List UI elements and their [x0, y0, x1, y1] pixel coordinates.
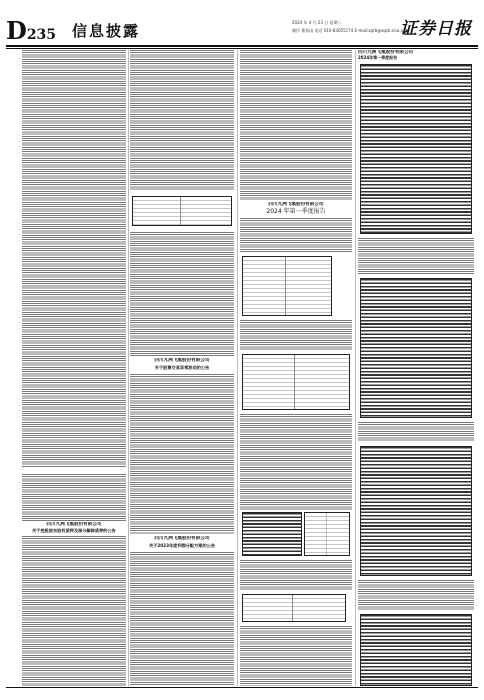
- page-letter: D: [6, 16, 26, 45]
- section-title: 信息披露: [72, 22, 141, 40]
- body-text-block: [130, 50, 234, 190]
- financial-table: [304, 512, 350, 556]
- column-2: [130, 50, 234, 686]
- financial-table: [360, 64, 472, 234]
- footer-rule: [6, 687, 478, 688]
- column-1: [22, 50, 126, 686]
- report-subtitle: 2024年第一季度报告: [358, 55, 398, 60]
- financial-table: [242, 354, 350, 410]
- page-code: [6, 16, 56, 45]
- notice-company: 四川九洲飞集股份有限公司: [154, 536, 210, 541]
- body-text-block: [22, 536, 126, 686]
- body-text-block: [130, 552, 234, 686]
- body-text-block: [240, 560, 352, 590]
- newspaper-logo: 证券日报: [400, 19, 472, 39]
- body-text-block: [22, 474, 126, 522]
- body-text-block: [358, 580, 474, 610]
- page-number: 235: [26, 27, 57, 43]
- column-4: [358, 50, 474, 686]
- notice-title: 关于控股股东股权质押及部分解除质押的公告: [32, 528, 116, 533]
- body-text-block: [358, 422, 474, 442]
- column-separator: [355, 50, 356, 686]
- financial-table: [360, 446, 472, 576]
- body-text-block: [240, 218, 352, 252]
- masthead-rule-thin: [6, 48, 478, 49]
- body-text-block: [358, 238, 474, 274]
- data-table: [132, 196, 232, 226]
- notice-company: 四川九洲飞集股份有限公司: [154, 358, 210, 363]
- column-3: [240, 50, 352, 686]
- body-text-block: [130, 374, 234, 534]
- notice-title: 关于2023年度利润分配方案的公告: [148, 543, 216, 548]
- column-separator: [128, 50, 129, 686]
- body-text-block: [240, 626, 352, 686]
- body-text-block: [240, 414, 352, 510]
- financial-table: [360, 614, 472, 686]
- report-company: 四川九洲飞集股份有限公司: [358, 50, 414, 55]
- financial-table: [360, 278, 472, 418]
- body-text-block: [240, 320, 352, 350]
- financial-table: [242, 594, 346, 622]
- financial-table: [242, 256, 332, 316]
- body-text-block: [130, 232, 234, 356]
- body-text-block: [22, 50, 126, 468]
- masthead-rule: [6, 45, 478, 47]
- dateline: 2024 年 4 月 23 日 星期二: [292, 20, 342, 25]
- report-company: 四川九洲飞集股份有限公司: [268, 202, 324, 207]
- notice-title: 关于股票交易异常波动的公告: [154, 365, 210, 370]
- column-separator: [237, 50, 238, 686]
- report-title: 2024 年第一季度报告: [266, 208, 326, 215]
- notice-company: 四川九洲飞集股份有限公司: [46, 522, 102, 527]
- financial-table: [242, 512, 302, 556]
- editor-credits: 制作 董春雨 电话 010-83055174 E-mail:zqrb@zqrb.sina.net: [292, 28, 408, 33]
- body-text-block: [240, 50, 352, 200]
- masthead: [6, 16, 478, 44]
